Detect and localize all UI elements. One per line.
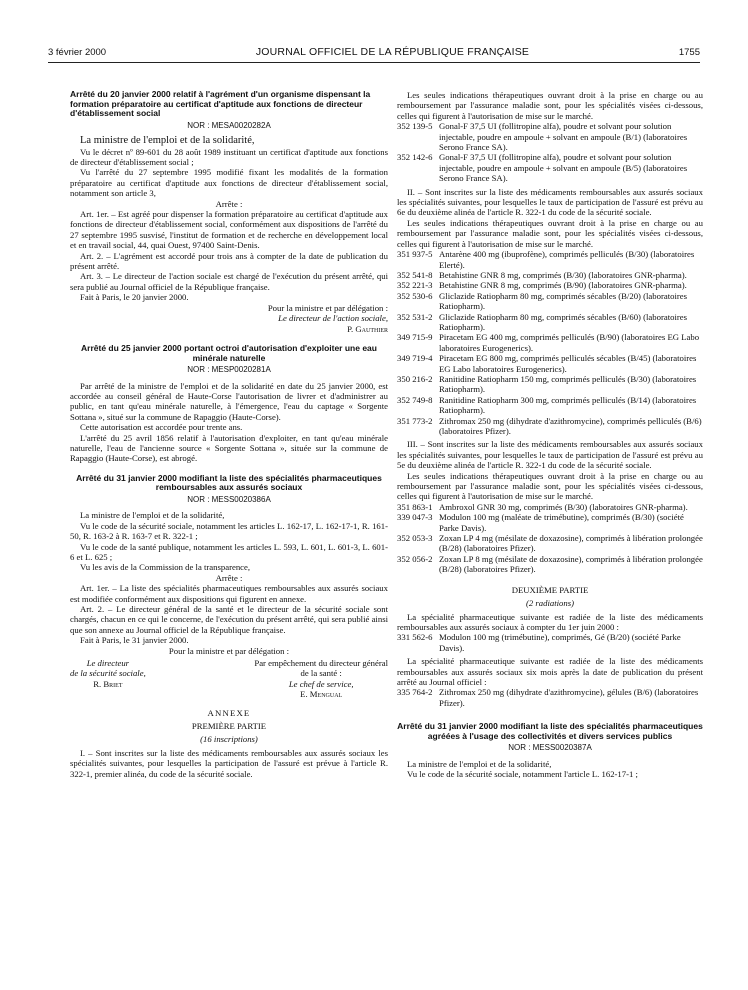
- medication-description: Betahistine GNR 8 mg, comprimés (B/90) (laboratoires GNR-pharma).: [439, 280, 687, 291]
- first-part-heading: PREMIÈRE PARTIE: [191, 721, 267, 732]
- right-column: [397, 90, 703, 780]
- article-1-date: Fait à Paris, le 20 janvier 2000.: [80, 292, 189, 303]
- article-3-art2: Art. 2. – Le directeur général de la santé et le directeur de la sécurité sociale sont chargés, chacun en ce qui le concerne, de l'exécution du présent arrêté, qui sera publié ainsi que son annexe au Journal officiel de la République française.: [70, 604, 388, 635]
- signature-right-name: E. Mengual: [300, 689, 343, 700]
- medication-description: Modulon 100 mg (maléate de trimébutine), comprimés (B/30) (société Parke Davis).: [439, 512, 684, 533]
- article-4-nor: NOR : MESS0020387A: [508, 743, 592, 753]
- page-number: 1755: [678, 46, 700, 58]
- section-2-text: II. – Sont inscrites sur la liste des médicaments remboursables aux assurés sociaux les spécialités suivantes, pour lesquelles le taux de participation de l'assuré est prévu au 6e du deuxième alinéa de l'article R. 322-1 du code de la sécurité sociale.: [397, 186, 703, 218]
- medication-description: Antarène 400 mg (ibuprofène), comprimés pelliculés (B/30) (laboratoires Elerté).: [439, 249, 695, 270]
- radiations-count: (2 radiations): [525, 598, 575, 609]
- article-1-visa-1: Vu le décret nº 89-601 du 28 août 1989 instituant un certificat d'aptitude aux fonctions de directeur d'établissement social ;: [70, 146, 388, 167]
- article-1-signatory-role: Le directeur de l'action sociale,: [278, 313, 388, 324]
- radiation-2-text: La spécialité pharmaceutique suivante est radiée de la liste des médicaments remboursables aux assurés sociaux six mois après la date de publication du présent arrêté au Journal officiel :: [397, 656, 703, 687]
- article-4-minister: La ministre de l'emploi et de la solidarité,: [407, 758, 552, 769]
- article-2-nor: NOR : MESP0020281A: [187, 365, 271, 375]
- article-1-arrete: Arrête :: [215, 198, 243, 209]
- medication-item: [397, 533, 703, 554]
- journal-title: JOURNAL OFFICIEL DE LA RÉPUBLIQUE FRANÇAISE: [255, 46, 530, 58]
- article-3-arrete: Arrête :: [215, 572, 243, 583]
- article-1-art3: Art. 3. – Le directeur de l'action sociale est chargé de l'exécution du présent arrêté, qui sera publié au Journal officiel de la République française.: [70, 271, 388, 292]
- section-2-indications: Les seules indications thérapeutiques ouvrant droit à la prise en charge ou au remboursement par l'assurance maladie sont, pour les spécialités visées ci-dessous, celles qui figurent à l'autorisation de mise sur le marché.: [397, 217, 703, 249]
- article-1-title: Arrêté du 20 janvier 2000 relatif à l'agrément d'un organisme dispensant la formation préparatoire au certificat d'aptitude aux fonctions de directeur d'établissement social: [70, 89, 371, 119]
- medication-item: [397, 374, 703, 395]
- medication-description: Piracetam EG 400 mg, comprimés pelliculés (B/90) (laboratoires EG Labo laboratoires Eurogenerics).: [439, 332, 700, 353]
- medication-item: [397, 249, 703, 270]
- article-3-delegation: Pour la ministre et par délégation :: [168, 645, 290, 656]
- medication-description: Gonal-F 37,5 UI (follitropine alfa), poudre et solvant pour solution injectable, poudre en ampoule + solvant en ampoule (B/5) (laboratoires Serono France SA).: [439, 152, 688, 184]
- medication-item: [397, 152, 703, 183]
- section-1-indications: Les seules indications thérapeutiques ouvrant droit à la prise en charge ou au remboursement par l'assurance maladie sont, pour les spécialités visées ci-dessous, celles qui figurent à l'autorisation de mise sur le marché.: [397, 90, 703, 121]
- article-3-date: Fait à Paris, le 31 janvier 2000.: [80, 635, 189, 646]
- medication-item: [397, 395, 703, 416]
- left-column: [70, 90, 388, 779]
- article-2-para-1: Par arrêté de la ministre de l'emploi et de la solidarité en date du 25 janvier 2000, est accordée au conseil général de Haute-Corse l'autorisation de livrer et d'administrer au public, en tant qu'eau minérale naturelle, à l'émergence, l'eau du captage « Sorgente Sottana », situé sur la commune de Rapaggio (Haute-Corse).: [70, 380, 388, 422]
- annexe-heading: ANNEXE: [207, 707, 251, 718]
- article-2-para-2: Cette autorisation est accordée pour trente ans.: [80, 422, 243, 433]
- medication-code: 352 056-2: [397, 553, 433, 564]
- medication-item: [397, 416, 703, 437]
- medication-code: 349 715-9: [397, 332, 433, 343]
- medication-description: Zoxan LP 8 mg (mésilate de doxazosine), comprimés à libération prolongée (B/28) (laboratoires Pfizer).: [439, 553, 703, 575]
- medication-description: Gonal-F 37,5 UI (follitropine alfa), poudre et solvant pour solution injectable, poudre en ampoule + solvant en ampoule (B/1) (laboratoires Serono France SA).: [439, 121, 688, 153]
- radiation-2-code: 335 764-2: [397, 687, 433, 698]
- medication-code: 352 530-6: [397, 290, 433, 301]
- article-2-title: Arrêté du 25 janvier 2000 portant octroi d'autorisation d'exploiter une eau minérale naturelle: [81, 342, 377, 363]
- radiation-2-desc: Zithromax 250 mg (dihydrate d'azithromycine), gélules (B/6) (laboratoires Pfizer).: [439, 687, 699, 708]
- radiation-2-item: [397, 687, 703, 708]
- article-3-nor: NOR : MESS0020386A: [187, 494, 271, 504]
- article-3-visa-2: Vu le code de la santé publique, notamment les articles L. 593, L. 601, L. 601-3, L. 601-6 et L. 625 ;: [70, 541, 388, 562]
- medication-list-2: [397, 249, 703, 436]
- signature-right-role-1: Par empêchement du directeur général: [254, 658, 388, 669]
- inscriptions-count: (16 inscriptions): [200, 734, 258, 745]
- header-rule: [48, 62, 700, 63]
- medication-code: 352 142-6: [397, 152, 433, 163]
- medication-code: 352 139-5: [397, 121, 433, 132]
- article-1-signatory-name: P. Gauthier: [347, 323, 388, 334]
- article-2-para-3: L'arrêté du 25 avril 1856 relatif à l'autorisation d'exploiter, en tant qu'eau minérale naturelle, l'eau de l'ancienne source « Sorgente Sottana », située sur la commune de Rapaggio (Haute-Corse), est abrogé.: [70, 432, 388, 464]
- medication-description: Piracetam EG 800 mg, comprimés pelliculés sécables (B/45) (laboratoires EG Labo laboratoires Eurogenerics).: [439, 353, 697, 374]
- article-3-minister: La ministre de l'emploi et de la solidarité,: [80, 510, 225, 521]
- medication-item: [397, 121, 703, 152]
- signature-left-name: R. Briet: [93, 678, 123, 689]
- article-1-art1: Art. 1er. – Est agréé pour dispenser la formation préparatoire au certificat d'aptitude aux fonctions de directeur d'établissement social, conformément aux dispositions de l'arrêté du 27 septembre 1995 susvisé, l'institut de formation et de recherche en développement local et en travail social, 44, quai Ouest, 97400 Saint-Denis.: [70, 209, 388, 251]
- signature-right-role-2: de la santé :: [300, 668, 342, 679]
- medication-code: 352 053-3: [397, 533, 433, 544]
- radiation-1-text: La spécialité pharmaceutique suivante est radiée de la liste des médicaments remboursables aux assurés sociaux à compter du 1er juin 2000 :: [397, 611, 703, 632]
- medication-description: Ranitidine Ratiopharm 300 mg, comprimés pelliculés (B/14) (laboratoires Ratiopharm).: [439, 394, 697, 416]
- radiation-1-code: 331 562-6: [397, 632, 433, 643]
- medication-item: [397, 312, 703, 333]
- signature-right: [254, 658, 388, 700]
- article-4-visa-1: Vu le code de la sécurité sociale, notamment l'article L. 162-17-1 ;: [407, 769, 638, 780]
- article-4-title: Arrêté du 31 janvier 2000 modifiant la liste des spécialités pharmaceutiques agréées à l'usage des collectivités et divers services publics: [397, 721, 703, 741]
- medication-description: Zithromax 250 mg (dihydrate d'azithromycine), comprimés pelliculés (B/6) (laboratoires Pfizer).: [439, 415, 702, 436]
- article-1-minister: La ministre de l'emploi et de la solidarité,: [80, 135, 255, 147]
- signature-left-role-1: Le directeur: [86, 658, 130, 669]
- medication-item: [397, 280, 703, 290]
- medication-description: Gliclazide Ratiopharm 80 mg, comprimés sécables (B/60) (laboratoires Ratiopharm).: [439, 311, 688, 332]
- article-3-title: Arrêté du 31 janvier 2000 modifiant la liste des spécialités pharmaceutiques remboursables aux assurés sociaux: [76, 472, 382, 493]
- article-1-visa-2: Vu l'arrêté du 27 septembre 1995 modifié fixant les modalités de la formation préparatoire au certificat d'aptitude aux fonctions de directeur d'établissement social, notamment son article 3,: [70, 167, 388, 199]
- article-3-visa-3: Vu les avis de la Commission de la transparence,: [80, 562, 251, 573]
- section-1-text: I. – Sont inscrites sur la liste des médicaments remboursables aux assurés sociaux les spécialités suivantes, pour lesquelles la participation de l'assuré est prévue à l'article R. 322-1, premier alinéa, du code de la sécurité sociale.: [70, 747, 388, 779]
- radiation-1-item: [397, 632, 703, 653]
- medication-description: Ambroxol GNR 30 mg, comprimés (B/30) (laboratoires GNR-pharma).: [439, 501, 688, 512]
- medication-description: Gliclazide Ratiopharm 80 mg, comprimés sécables (B/20) (laboratoires Ratiopharm).: [439, 290, 688, 312]
- medication-item: [397, 502, 703, 512]
- medication-item: [397, 291, 703, 312]
- section-3-indications: Les seules indications thérapeutiques ouvrant droit à la prise en charge ou au remboursement par l'assurance maladie sont, pour les spécialités visées ci-dessous, celles qui figurent à l'autorisation de mise sur le marché.: [397, 470, 703, 502]
- medication-code: 351 937-5: [397, 249, 433, 260]
- medication-item: [397, 270, 703, 280]
- article-3-signatures: [70, 658, 388, 700]
- medication-code: 339 047-3: [397, 512, 433, 523]
- article-3-art1: Art. 1er. – La liste des spécialités pharmaceutiques remboursables aux assurés sociaux est modifiée conformément aux dispositions qui figurent en annexe.: [70, 583, 388, 604]
- header-date: 3 février 2000: [48, 46, 107, 58]
- medication-code: 351 773-2: [397, 415, 433, 426]
- medication-code: 352 749-8: [397, 394, 433, 405]
- article-1-delegation: Pour la ministre et par délégation :: [267, 302, 388, 313]
- medication-item: [397, 512, 703, 533]
- signature-left-role-2: de la sécurité sociale,: [70, 668, 146, 679]
- radiation-1-desc: Modulon 100 mg (trimébutine), comprimés, Gé (B/20) (société Parke Davis).: [439, 632, 681, 653]
- medication-list-3: [397, 502, 703, 575]
- medication-item: [397, 353, 703, 374]
- page-header: [48, 44, 700, 60]
- article-1-nor: NOR : MESA0020282A: [187, 120, 271, 130]
- article-1-art2: Art. 2. – L'agrément est accordé pour trois ans à compter de la date de publication du présent arrêté.: [70, 250, 388, 272]
- medication-code: 351 863-1: [397, 501, 433, 512]
- medication-code: 350 216-2: [397, 373, 433, 384]
- signature-right-role-3: Le chef de service,: [288, 678, 354, 689]
- medication-description: Betahistine GNR 8 mg, comprimés (B/30) (laboratoires GNR-pharma).: [439, 269, 687, 280]
- medication-description: Zoxan LP 4 mg (mésilate de doxazosine), comprimés à libération prolongée (B/28) (laboratoires Pfizer).: [439, 533, 703, 554]
- section-3-text: III. – Sont inscrites sur la liste des médicaments remboursables aux assurés sociaux les spécialités suivantes, pour lesquelles le taux de participation de l'assuré est prévu au 5e du deuxième alinéa de l'article R. 322-1 du code de la sécurité sociale.: [397, 439, 703, 471]
- medication-code: 352 531-2: [397, 311, 433, 322]
- medication-code: 352 221-3: [397, 280, 433, 291]
- medication-code: 352 541-8: [397, 269, 433, 280]
- article-3-visa-1: Vu le code de la sécurité sociale, notamment les articles L. 162-17, L. 162-17-1, R. 161-50, R. 163-2 à R. 163-7 et R. 322-1 ;: [70, 520, 388, 542]
- medication-code: 349 719-4: [397, 353, 433, 364]
- second-part-heading: DEUXIÈME PARTIE: [511, 584, 589, 595]
- medication-list-1: [397, 121, 703, 183]
- medication-description: Ranitidine Ratiopharm 150 mg, comprimés pelliculés (B/30) (laboratoires Ratiopharm).: [439, 373, 697, 395]
- signature-left: [70, 658, 146, 700]
- medication-item: [397, 554, 703, 575]
- medication-item: [397, 332, 703, 353]
